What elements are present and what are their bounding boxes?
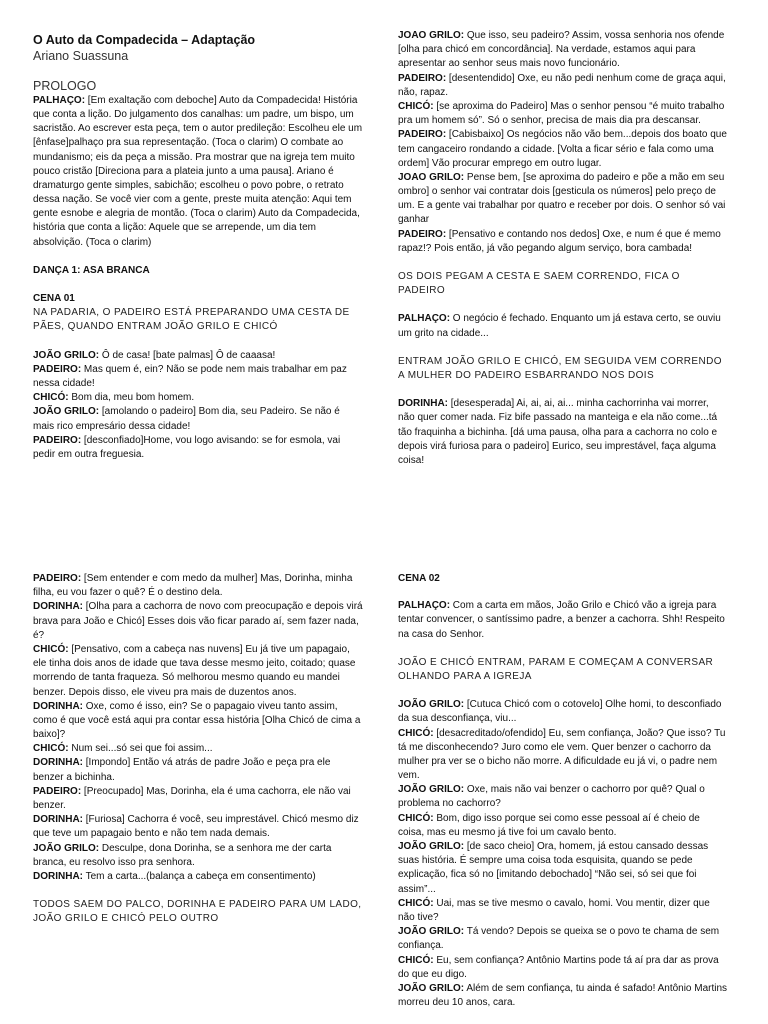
dialogue-line — [398, 128, 728, 171]
dialogue-text: [Furiosa] Cachorra é você, seu imprestável. Chicó mesmo diz que teve um papagaio bento e não tem nada demais. — [33, 814, 359, 840]
speaker-name: JOÃO GRILO: — [33, 406, 100, 418]
speaker-name: DORINHA: — [33, 757, 83, 769]
speaker-name: DORINHA: — [33, 601, 83, 613]
prologue-label: PROLOGO — [33, 78, 97, 93]
dialogue-text: Tá vendo? Depois se queixa se o povo te chama de sem confiança. — [398, 926, 720, 952]
dialogue-text: [de saco cheio] Ora, homem, já estou cansado dessas suas história. É sempre uma coisa toda esquisita, quando se pede explicação, fica só no [imitando debochado] “Não sei, só sei que foi assim”... — [398, 841, 709, 895]
dialogue-line — [398, 925, 728, 953]
page-2 — [398, 29, 728, 468]
speaker-name: DORINHA: — [33, 700, 83, 712]
dialogue-line — [33, 94, 363, 250]
document-title: O Auto da Compadecida – Adaptação — [33, 33, 256, 47]
speaker-name: DORINHA: — [33, 870, 83, 882]
stage-direction: OS DOIS PEGAM A CESTA E SAEM CORRENDO, FICA O PADEIRO — [398, 271, 680, 297]
dialogue-line — [398, 171, 728, 228]
dialogue-line — [33, 363, 363, 391]
scene-heading: CENA 01 — [33, 293, 75, 304]
dialogue-text: [Preocupado] Mas, Dorinha, ela é uma cachorra, ele não vai benzer. — [33, 785, 351, 811]
speaker-name: JOÃO GRILO: — [398, 926, 465, 938]
speaker-name: JOAO GRILO: — [398, 30, 465, 41]
dialogue-text: Eu, sem confiança? Antônio Martins pode tá aí pra dar as prova do que eu digo. — [398, 954, 719, 980]
dialogue-text: O negócio é fechado. Enquanto um já estava certo, se ouviu um grito na cidade... — [398, 313, 721, 339]
dance-heading: DANÇA 1: ASA BRANCA — [33, 264, 150, 276]
dialogue-text: Uai, mas se tive mesmo o cavalo, homi. Vou mentir, dizer que não tive? — [398, 897, 710, 923]
dialogue-line — [33, 391, 363, 405]
speaker-name: JOAO GRILO: — [398, 171, 465, 183]
speaker-name: CHICÓ: — [33, 392, 69, 404]
dialogue-line — [398, 840, 728, 897]
dialogue-text: [Em exaltação com deboche] Auto da Compadecida! História que conta a lição. Do julgamento dos canalhas: um padre, um bispo, um sacristão. Ao escrever esta peça, tem o autor predileção: Escolheu ele um [ênfase]palhaço pra sua representação. (Toca o clarim) O combate ao mundanismo; eis da peça a missão. Pra mostrar que na igreja tem muito pouco cristão [Direciona para a plateia junto a uma pausa]. Ariano é dramaturgo gente simples, sabichão; escolheu o povo pobre, o retrato dessa nação. Se você vier com a gente, preste muita atenção: Aqui tem gente esnobe e alegria de montão. (Toca o clarim) Auto da Compadecida, história que conta a lição: Aquele que se arrepende, um dia tem absolvição. (Toca o clarim) — [33, 94, 363, 248]
dialogue-line — [398, 29, 728, 72]
speaker-name: CHICÓ: — [398, 954, 434, 966]
dialogue-line — [33, 742, 363, 756]
dialogue-text: Com a carta em mãos, João Grilo e Chicó vão a igreja para tentar convencer, o santíssimo padre, a benzer a cachorra. Shh! Respeito na casa do Senhor. — [398, 600, 725, 640]
speaker-name: PADEIRO: — [33, 573, 82, 584]
dialogue-line — [33, 643, 363, 700]
dialogue-text: [Pensativo e contando nos dedos] Oxe, e num é que é memo rapaz!? Pois então, já vão pegando algum serviço, bora cambada! — [398, 228, 721, 254]
speaker-name: PADEIRO: — [398, 228, 447, 240]
dialogue-text: [Impondo] Então vá atrás de padre João e peça pra ele benzer a bichinha. — [33, 757, 331, 783]
stage-direction: NA PADARIA, O PADEIRO ESTÁ PREPARANDO UMA CESTA DE PÃES, QUANDO ENTRAM JOÃO GRILO E CHICÓ — [33, 307, 350, 333]
dialogue-line — [33, 842, 363, 870]
dialogue-line — [398, 982, 728, 1010]
dialogue-text: [Pensativo, com a cabeça nas nuvens] Eu já tive um papagaio, ele tinha dois anos de idade que tava desse mesmo jeito, coitado; quase morrendo de tanta fraqueza. Só melhorou mesmo quando eu mandei benzer. Depois disso, ele viveu pra mais de duzentos anos. — [33, 643, 356, 698]
scene-heading: CENA 02 — [398, 573, 440, 584]
dialogue-line — [33, 349, 363, 363]
dialogue-text: [Olha para a cachorra de novo com preocupação e depois virá brava para João e Chicó] Esses dois vão ficar parado aí, sem fazer nada, é? — [33, 601, 363, 641]
speaker-name: PALHAÇO: — [398, 313, 451, 325]
dialogue-line — [398, 312, 728, 340]
speaker-name: JOÃO GRILO: — [33, 349, 100, 361]
dialogue-text: Num sei...só sei que foi assim... — [68, 743, 213, 755]
dialogue-text: [desesperada] Ai, ai, ai, ai... minha cachorrinha vai morrer, não quer comer nada. Fiz bife passado na manteiga e ela não come...tá tão fraquinha a bichinha. [dá uma pausa, olha para a cachorra no colo e depois virá furiosa para o padeiro] Eurico, seu imprestável, faça alguma coisa! — [398, 398, 718, 466]
speaker-name: PADEIRO: — [398, 72, 447, 84]
dialogue-line — [33, 572, 363, 600]
dialogue-text: Oxe, mais não vai benzer o cachorro por quê? Qual o problema no cachorro? — [398, 784, 705, 810]
dialogue-line — [33, 405, 363, 433]
dialogue-line — [398, 812, 728, 840]
dialogue-text: [se aproxima do Padeiro] Mas o senhor pensou “é muito trabalho pra um homem só”. Só o senhor, precisa de mais dia pra descansar. — [398, 100, 725, 127]
stage-direction: ENTRAM JOÃO GRILO E CHICÓ, EM SEGUIDA VEM CORRENDO A MULHER DO PADEIRO ESBARRANDO NOS DOIS — [398, 355, 722, 381]
dialogue-line — [398, 727, 728, 784]
stage-direction: TODOS SAEM DO PALCO, DORINHA E PADEIRO PARA UM LADO, JOÃO GRILO E CHICÓ PELO OUTRO — [33, 899, 362, 925]
speaker-name: JOÃO GRILO: — [398, 784, 465, 796]
speaker-name: JOÃO GRILO: — [33, 842, 100, 854]
dialogue-line — [398, 228, 728, 256]
speaker-name: DORINHA: — [33, 814, 83, 826]
speaker-name: PALHAÇO: — [33, 94, 86, 106]
dialogue-line — [398, 100, 728, 128]
speaker-name: PALHAÇO: — [398, 600, 451, 612]
speaker-name: JOÃO GRILO: — [398, 982, 465, 994]
stage-direction: JOÃO E CHICÓ ENTRAM, PARAM E COMEÇAM A CONVERSAR OLHANDO PARA A IGREJA — [398, 656, 714, 682]
dialogue-line — [398, 599, 728, 642]
speaker-name: CHICÓ: — [398, 897, 434, 909]
dialogue-text: [Sem entender e com medo da mulher] Mas, Dorinha, minha filha, eu vou fazer o quê? É o destino dela. — [33, 573, 353, 599]
dialogue-text: Que isso, seu padeiro? Assim, vossa senhoria nos ofende [olha para chicó em concordância]. Na verdade, estamos aqui para apresentar ao senhor seus mais novo funcionário. — [398, 30, 725, 70]
dialogue-text: Tem a carta...(balança a cabeça em consentimento) — [83, 870, 316, 882]
speaker-name: CHICÓ: — [398, 812, 434, 824]
dialogue-line — [33, 600, 363, 643]
speaker-name: CHICÓ: — [398, 727, 434, 739]
page-3 — [33, 572, 363, 941]
document-author: Ariano Suassuna — [33, 49, 129, 64]
dialogue-line — [33, 434, 363, 462]
dialogue-line — [33, 785, 363, 813]
dialogue-text: Bom dia, meu bom homem. — [68, 392, 195, 404]
dialogue-text: Além de sem confiança, tu ainda é safado! Antônio Martins morreu deu 10 anos, cara. — [398, 982, 728, 1009]
dialogue-text: [amolando o padeiro] Bom dia, seu Padeiro. Se não é mais rico empresário dessa cidade! — [33, 406, 340, 432]
dialogue-line — [33, 813, 363, 841]
dialogue-line — [398, 698, 728, 726]
dialogue-text: [desentendido] Oxe, eu não pedi nenhum come de graça aqui, não, rapaz. — [398, 72, 726, 98]
page-1 — [33, 32, 363, 462]
dialogue-line — [398, 397, 728, 468]
page-4 — [398, 572, 728, 1010]
dialogue-text: [Cabisbaixo] Os negócios não vão bem...depois dos boato que tem cangaceiro rondando a cidade. [Volta a ficar sério e fala como uma ordem] Vão procurar emprego em outro lugar. — [398, 129, 727, 169]
speaker-name: PADEIRO: — [33, 363, 82, 375]
speaker-name: DORINHA: — [398, 398, 448, 410]
dialogue-line — [398, 954, 728, 982]
speaker-name: PADEIRO: — [33, 785, 82, 797]
dialogue-text: [Cutuca Chicó com o cotovelo] Olhe homi, to desconfiado da sua desconfiança, viu... — [398, 699, 722, 725]
dialogue-text: Pense bem, [se aproxima do padeiro e põe a mão em seu ombro] o senhor vai contratar dois [gesticula os números] pelo preço de um. E a gente vai trabalhar por quatro e receber por dois. O senhor só vai ganhar — [398, 171, 726, 226]
speaker-name: JOÃO GRILO: — [398, 841, 465, 852]
speaker-name: JOÃO GRILO: — [398, 699, 465, 711]
dialogue-text: Desculpe, dona Dorinha, se a senhora me der carta branca, eu resolvo isso pra senhora. — [33, 842, 332, 868]
dialogue-text: Ô de casa! [bate palmas] Ô de caaasa! — [99, 349, 276, 361]
dialogue-text: Oxe, como é isso, ein? Se o papagaio viveu tanto assim, como é que você está aqui pra contar essa história [Olha Chicó de cima a baixo]? — [33, 700, 361, 741]
dialogue-line — [398, 72, 728, 100]
dialogue-text: Bom, digo isso porque sei como esse pessoal aí é cheio de coisa, mas eu mesmo já tive foi um cavalo bento. — [398, 812, 700, 838]
speaker-name: CHICÓ: — [33, 743, 69, 755]
dialogue-line — [398, 897, 728, 925]
dialogue-text: Mas quem é, ein? Não se pode nem mais trabalhar em paz nessa cidade! — [33, 363, 347, 389]
speaker-name: PADEIRO: — [398, 129, 447, 141]
speaker-name: PADEIRO: — [33, 434, 82, 446]
dialogue-text: [desconfiado]Home, vou logo avisando: se for esmola, vai pedir em outra freguesia. — [33, 434, 341, 460]
dialogue-line — [33, 756, 363, 784]
dialogue-line — [33, 700, 363, 743]
speaker-name: CHICÓ: — [33, 643, 69, 655]
speaker-name: CHICÓ: — [398, 100, 434, 112]
dialogue-line — [398, 783, 728, 811]
dialogue-text: [desacreditado/ofendido] Eu, sem confiança, João? Que isso? Tu tá me disconhecendo? Juro como ele vem. Quer benzer o cachorro da mulher pra ver se o bicho não morre. A dificuldade eu já vi, o padre nem vem. — [398, 727, 726, 782]
dialogue-line — [33, 870, 363, 884]
